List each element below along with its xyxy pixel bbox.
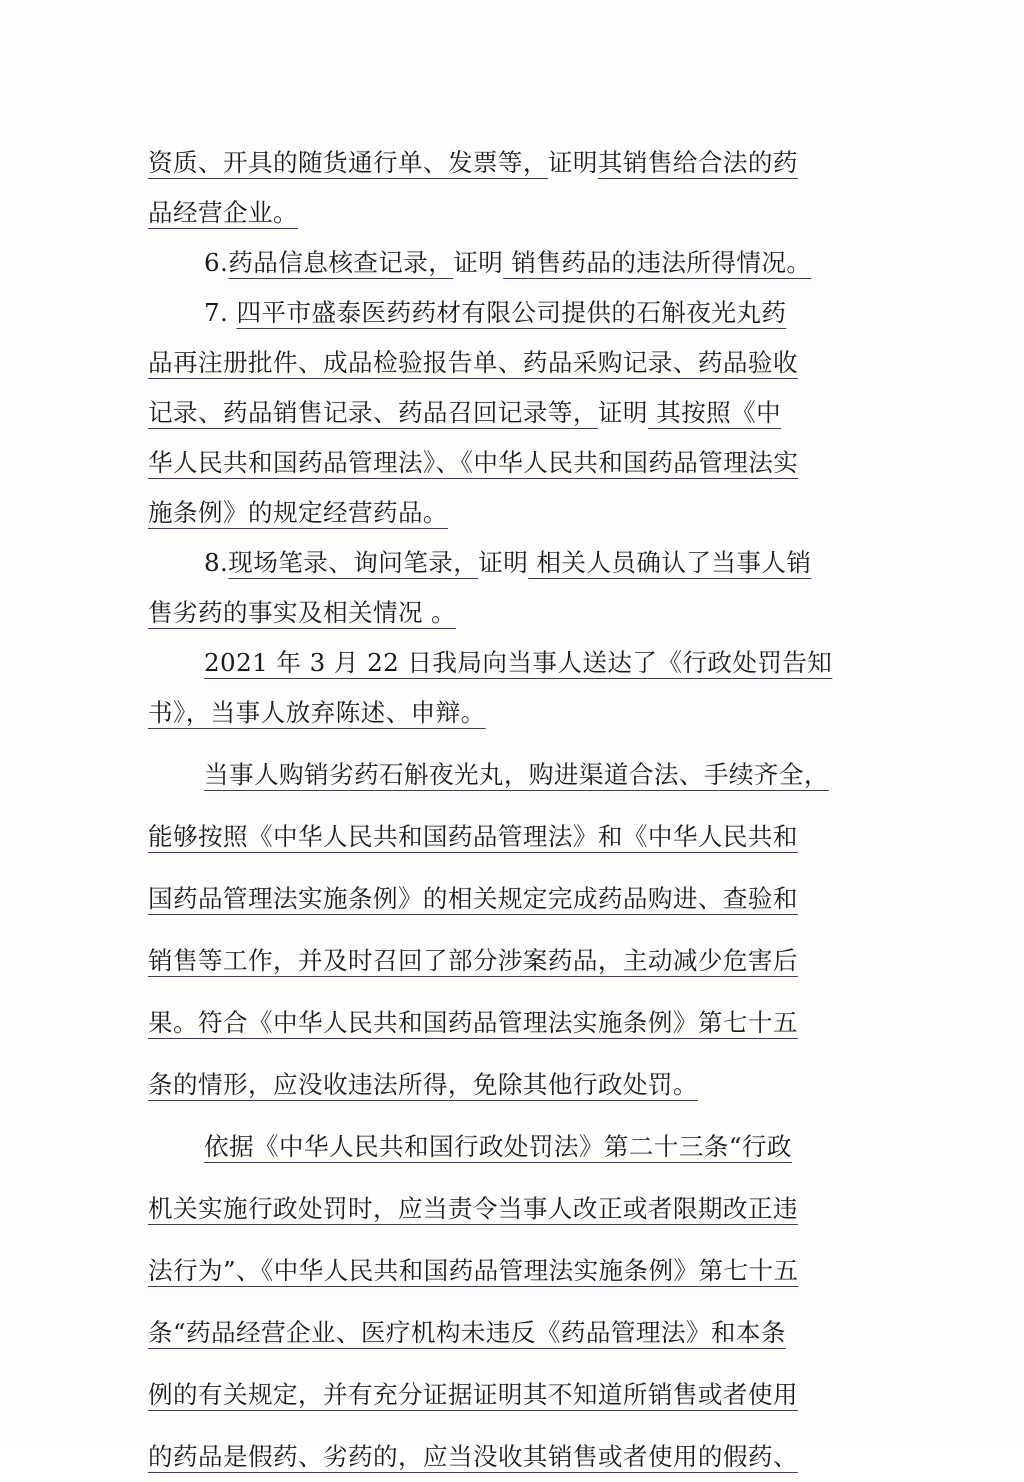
plain-text: 7. xyxy=(204,298,237,327)
underlined-text: 条“药品经营企业、医疗机构未违反《药品管理法》和本条 xyxy=(148,1318,786,1347)
plain-text: 证明 xyxy=(453,248,504,277)
underlined-text: 机关实施行政处罚时，应当责令当事人改正或者限期改正违 xyxy=(148,1194,798,1223)
underlined-text: 果。符合《中华人民共和国药品管理法实施条例》第七十五 xyxy=(148,1008,798,1037)
text-line xyxy=(148,1308,872,1358)
text-line xyxy=(148,138,872,188)
plain-text: 6. xyxy=(204,248,229,277)
underlined-text: 依据《中华人民共和国行政处罚法》第二十三条“行政 xyxy=(204,1132,792,1161)
underlined-text: 法行为”、《中华人民共和国药品管理法实施条例》第七十五 xyxy=(148,1256,799,1285)
text-line xyxy=(148,438,872,488)
text-line xyxy=(148,388,872,438)
underlined-text: 例的有关规定，并有充分证据证明其不知道所销售或者使用 xyxy=(148,1380,798,1409)
text-line xyxy=(148,936,872,986)
underlined-text: 其销售给合法的药 xyxy=(597,148,798,177)
text-line xyxy=(148,1184,872,1234)
plain-text: 8. xyxy=(204,548,229,577)
underlined-text: 书》，当事人放弃陈述、申辩。 xyxy=(148,698,486,727)
text-line xyxy=(148,638,872,688)
underlined-text: 2021 年 3 月 22 日我局向当事人送达了《行政处罚告知 xyxy=(204,648,833,677)
underlined-text: 现场笔录、询问笔录， xyxy=(228,548,479,577)
underlined-text: 记录、药品销售记录、药品召回记录等， xyxy=(148,398,598,427)
text-line xyxy=(148,812,872,862)
text-line xyxy=(148,688,872,738)
text-line xyxy=(148,1432,872,1482)
underlined-text: 品经营企业。 xyxy=(148,198,298,227)
document-body xyxy=(148,138,872,1482)
underlined-text: 当事人购销劣药石斛夜光丸，购进渠道合法、手续齐全， xyxy=(204,760,829,789)
underlined-text: 资质、开具的随货通行单、发票等， xyxy=(148,148,548,177)
plain-text: 证明 xyxy=(597,398,648,427)
text-line xyxy=(148,488,872,538)
underlined-text: 的药品是假药、劣药的，应当没收其销售或者使用的假药、 xyxy=(148,1442,798,1471)
text-line xyxy=(148,998,872,1048)
plain-text: 证明 xyxy=(478,548,529,577)
text-line xyxy=(148,750,872,800)
text-line xyxy=(148,238,872,288)
text-line xyxy=(148,1246,872,1296)
text-line xyxy=(148,874,872,924)
underlined-text: 华人民共和国药品管理法》、《中华人民共和国药品管理法实 xyxy=(148,448,799,477)
text-line xyxy=(148,1122,872,1172)
underlined-text: 四平市盛泰医药药材有限公司提供的石斛夜光丸药 xyxy=(236,298,787,327)
underlined-text: 售劣药的事实及相关情况 。 xyxy=(148,598,457,627)
plain-text: 证明 xyxy=(547,148,598,177)
underlined-text: 相关人员确认了当事人销 xyxy=(528,548,812,577)
underlined-text: 条的情形，应没收违法所得，免除其他行政处罚。 xyxy=(148,1070,698,1099)
underlined-text: 能够按照《中华人民共和国药品管理法》和《中华人民共和 xyxy=(148,822,798,851)
underlined-text: 国药品管理法实施条例》的相关规定完成药品购进、查验和 xyxy=(148,884,798,913)
underlined-text: 品再注册批件、成品检验报告单、药品采购记录、药品验收 xyxy=(148,348,798,377)
underlined-text: 其按照《中 xyxy=(647,398,782,427)
underlined-text: 药品信息核查记录， xyxy=(228,248,454,277)
text-line xyxy=(148,288,872,338)
text-line xyxy=(148,1370,872,1420)
underlined-text: 销售药品的违法所得情况。 xyxy=(503,248,812,277)
underlined-text: 施条例》的规定经营药品。 xyxy=(148,498,448,527)
underlined-text: 销售等工作，并及时召回了部分涉案药品，主动减少危害后 xyxy=(148,946,798,975)
text-line xyxy=(148,1060,872,1110)
text-line xyxy=(148,588,872,638)
text-line xyxy=(148,338,872,388)
text-line xyxy=(148,538,872,588)
text-line xyxy=(148,188,872,238)
